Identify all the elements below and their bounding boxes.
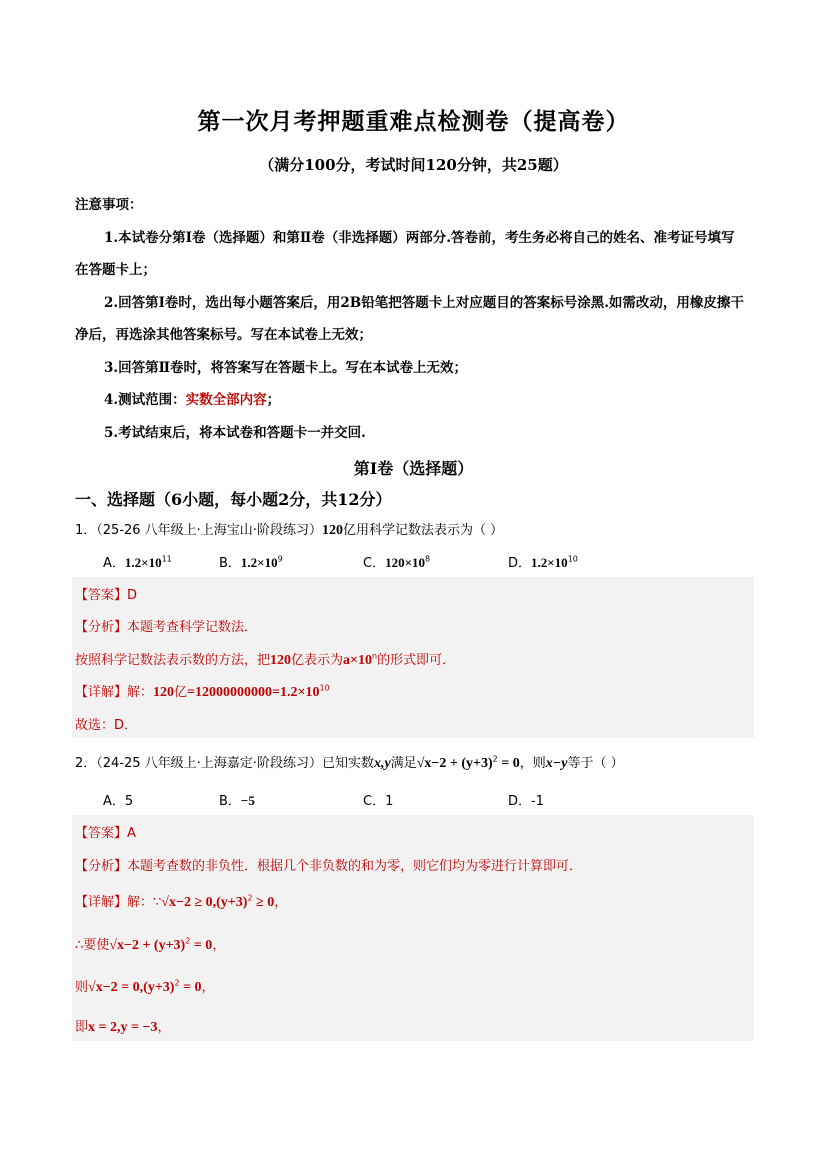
- section-title: 第Ⅰ卷（选择题）: [353, 459, 474, 478]
- q2-option-a: [103, 790, 133, 809]
- q2-detail-equation-exponent: 2: [247, 893, 253, 903]
- q1-answer: 【答案】D: [75, 588, 138, 603]
- q1-option-b: [219, 552, 283, 571]
- q1-option-d: [508, 552, 578, 571]
- q2-stem-expression: x−y: [545, 756, 568, 771]
- q1-analysis: 【分析】本题考查科学记数法．: [75, 620, 258, 635]
- note-item-4-suffix: ；: [266, 392, 281, 408]
- q1-method-mid: 亿表示为: [291, 653, 344, 668]
- test-range: 实数全部内容: [185, 392, 267, 408]
- q1-stem-number: 120: [321, 523, 343, 538]
- q2-option-d-label: D．: [508, 794, 532, 809]
- note-item-4-prefix: 4.测试范围：: [104, 392, 186, 408]
- q1-option-a-label: A．: [103, 556, 125, 571]
- q2-option-c-value: 1: [385, 794, 394, 809]
- q1-detail-expression: =12000000000=1.2×10: [187, 685, 320, 700]
- q1-stem-prefix: 1．（25-26 八年级上·上海宝山·阶段练习）: [75, 523, 322, 538]
- q1-option-c-label: C．: [363, 556, 386, 571]
- notes-heading: 注意事项：: [75, 197, 143, 213]
- q2-option-b-label: B．: [219, 794, 241, 809]
- q1-method-number: 120: [270, 653, 292, 668]
- q2-analysis: 【分析】本题考查数的非负性．根据几个非负数的和为零，则它们均为零进行计算即可．: [75, 859, 583, 874]
- q2-step-2-prefix: ∴要使: [75, 938, 110, 953]
- q2-option-d: [508, 790, 544, 809]
- q2-option-d-value: -1: [531, 794, 544, 809]
- q1-detail: [75, 681, 330, 701]
- q2-detail-equation: √x−2 ≥ 0,(y+3): [161, 895, 248, 910]
- q1-method-exponent: n: [372, 651, 378, 661]
- q1-stem-suffix: 亿用科学记数法表示为（ ）: [342, 523, 504, 538]
- q2-step-4-prefix: 即: [75, 1020, 89, 1035]
- q1-option-b-label: B．: [219, 556, 241, 571]
- note-item-1-line-1: 1.本试卷分第Ⅰ卷（选择题）和第Ⅱ卷（非选择题）两部分.答卷前，考生务必将自己的姓名、准考证号填写: [104, 230, 735, 246]
- q1-method-prefix: 按照科学记数法表示数的方法，把: [75, 653, 271, 668]
- q2-step-3: [75, 976, 215, 996]
- q1-detail-unit: 亿: [174, 685, 188, 700]
- q1-detail-prefix: 【详解】解：: [75, 685, 154, 700]
- paper-subtitle: （满分100分，考试时间120分钟，共25题）: [259, 156, 568, 174]
- q2-stem-equation-exponent: 2: [492, 754, 498, 764]
- note-item-5: 5.考试结束后，将本试卷和答题卡一并交回.: [104, 425, 366, 441]
- note-item-2-line-2: 净后，再选涂其他答案标号。写在本试卷上无效；: [75, 327, 372, 343]
- q1-option-b-value: 1.2×10: [240, 555, 278, 570]
- q1-option-c-value: 120×10: [385, 555, 425, 570]
- q1-method: [75, 649, 455, 669]
- q1-option-a-exponent: 11: [161, 554, 172, 564]
- q2-step-2-exponent: 2: [185, 936, 191, 946]
- note-item-3: 3.回答第Ⅱ卷时，将答案写在答题卡上。写在本试卷上无效；: [104, 360, 467, 376]
- q1-detail-exponent: 10: [319, 683, 330, 693]
- q1-option-c: [363, 552, 430, 571]
- q1-option-a-value: 1.2×10: [124, 555, 162, 570]
- q2-step-3-equation: √x−2 = 0,(y+3): [88, 980, 175, 995]
- q2-step-3-end: = 0: [179, 980, 202, 995]
- q2-detail-equation-end: ≥ 0: [252, 895, 275, 910]
- q1-method-suffix: 的形式即可．: [377, 653, 456, 668]
- q2-step-3-punct: ，: [201, 980, 215, 995]
- part-title: 一、选择题（6小题，每小题2分，共12分）: [75, 490, 392, 509]
- q2-step-2-equation: √x−2 + (y+3): [109, 938, 186, 953]
- q2-option-b: [219, 790, 255, 809]
- q1-method-expression: a×10: [343, 653, 373, 668]
- paper-title: 第一次月考押题重难点检测卷（提高卷）: [197, 108, 630, 135]
- q2-option-c-label: C．: [363, 794, 386, 809]
- q2-detail-prefix: 【详解】解：∵: [75, 895, 162, 910]
- q2-answer: 【答案】A: [75, 826, 136, 841]
- q2-detail: [75, 891, 287, 911]
- q1-stem: [75, 519, 503, 539]
- q2-stem-vars: x,y: [373, 756, 391, 771]
- q2-stem: [75, 752, 624, 772]
- q2-stem-mid: 满足: [390, 756, 417, 771]
- q2-stem-equation-end: = 0: [497, 756, 520, 771]
- q1-option-d-value: 1.2×10: [531, 555, 568, 570]
- q1-option-a: [103, 552, 172, 571]
- q2-option-b-value: −5: [240, 793, 255, 808]
- q2-option-c: [363, 790, 393, 809]
- q2-option-a-label: A．: [103, 794, 125, 809]
- note-item-2-line-1: 2.回答第Ⅰ卷时，选出每小题答案后，用2B铅笔把答题卡上对应题目的答案标号涂黑.如需改动，用橡皮擦干: [104, 295, 744, 311]
- q1-option-c-exponent: 8: [425, 554, 431, 564]
- q2-answer-box: [72, 815, 754, 1041]
- q2-step-4-punct: ，: [157, 1020, 171, 1035]
- q1-option-d-exponent: 10: [567, 554, 578, 564]
- note-item-1-line-2: 在答题卡上；: [75, 262, 156, 278]
- q1-option-d-label: D．: [508, 556, 532, 571]
- q2-step-2-end: = 0: [190, 938, 213, 953]
- note-item-4: [104, 388, 280, 408]
- q2-detail-punct: ，: [274, 895, 288, 910]
- q2-stem-equation: √x−2 + (y+3): [416, 756, 493, 771]
- q2-option-a-value: 5: [124, 794, 134, 809]
- q1-detail-number: 120: [153, 685, 175, 700]
- q1-option-b-exponent: 9: [277, 554, 283, 564]
- q2-step-2: [75, 934, 225, 954]
- q2-stem-then: ，则: [519, 756, 546, 771]
- q2-step-3-prefix: 则: [75, 980, 89, 995]
- q1-choice: 故选：D．: [75, 718, 138, 733]
- q2-step-4-equation: x = 2,y = −3: [88, 1020, 158, 1035]
- q2-step-4: [75, 1016, 170, 1036]
- q2-step-3-exponent: 2: [174, 978, 180, 988]
- q2-step-2-punct: ，: [212, 938, 226, 953]
- q2-stem-suffix: 等于（ ）: [567, 756, 624, 771]
- q2-stem-prefix: 2．（24-25 八年级上·上海嘉定·阶段练习）已知实数: [75, 756, 374, 771]
